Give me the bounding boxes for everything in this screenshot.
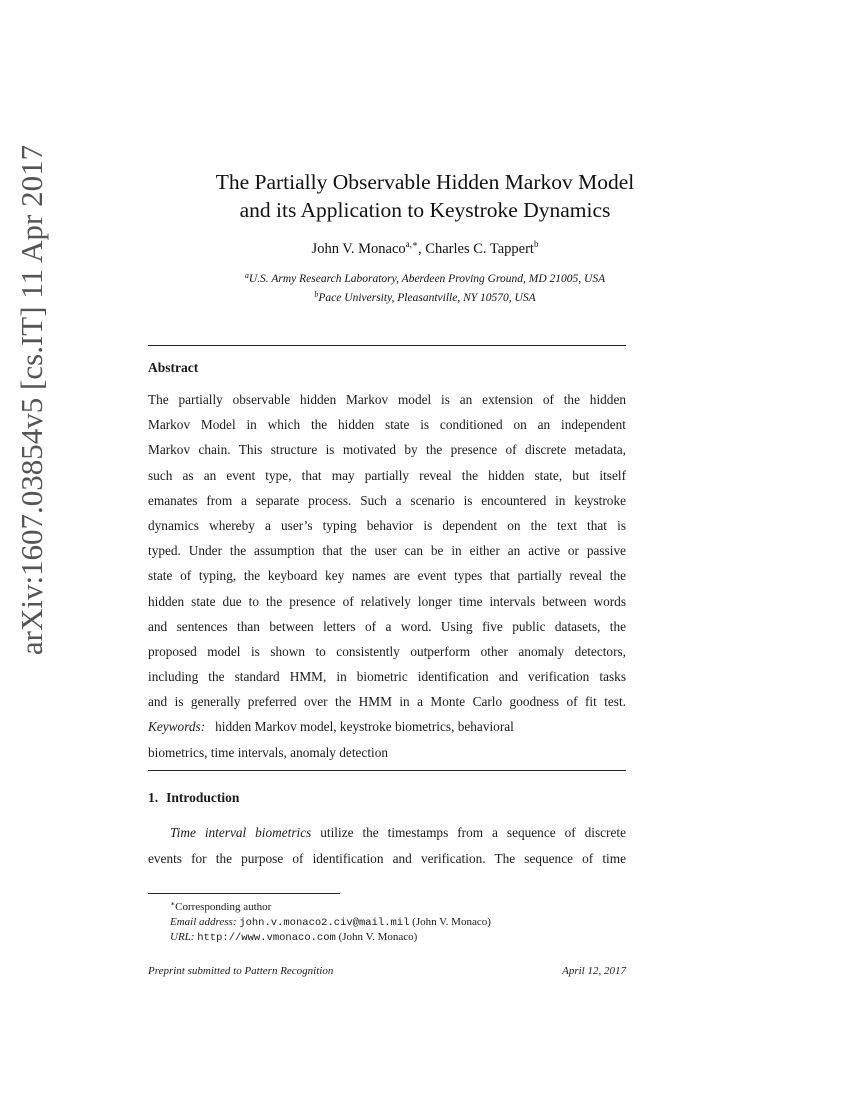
title-line-2: and its Application to Keystroke Dynamics bbox=[239, 198, 611, 222]
keywords-line-2: biometrics, time intervals, anomaly detection bbox=[148, 744, 389, 760]
introduction-body bbox=[148, 820, 626, 871]
section-title: Introduction bbox=[166, 790, 240, 805]
author-list bbox=[0, 239, 850, 258]
abstract-heading: Abstract bbox=[148, 360, 199, 375]
abstract-bottom-rule bbox=[148, 770, 626, 771]
intro-term: Time interval biometrics bbox=[170, 825, 312, 840]
author-2-marks: b bbox=[533, 239, 539, 249]
email-owner: (John V. Monaco) bbox=[412, 915, 491, 928]
affiliation-a-mark: a bbox=[244, 271, 249, 280]
abstract-line: Markov Model in which the hidden state is conditioned on an independent bbox=[148, 417, 626, 433]
section-number: 1. bbox=[148, 790, 159, 805]
author-separator: , bbox=[418, 241, 426, 257]
abstract-line: dynamics whereby a user’s typing behavior is dependent on the text that is bbox=[148, 517, 626, 533]
intro-line-1 bbox=[148, 820, 626, 846]
section-heading-introduction bbox=[148, 790, 239, 806]
abstract-line: hidden state due to the presence of relatively longer time intervals between words bbox=[148, 593, 626, 609]
arxiv-identifier: arXiv:1607.03854v5 [cs.IT] 11 Apr 2017 bbox=[14, 144, 49, 656]
paper-title bbox=[0, 168, 850, 224]
footnotes bbox=[148, 897, 491, 946]
footnote-mark: ∗ bbox=[170, 899, 176, 908]
abstract-line: such as an event type, that may partially reveal the hidden state, but itself bbox=[148, 467, 626, 483]
url-label: URL: bbox=[170, 931, 195, 943]
preprint-footer bbox=[148, 965, 626, 977]
url-owner: (John V. Monaco) bbox=[338, 931, 418, 943]
author-1-marks: a,∗ bbox=[405, 239, 419, 249]
title-line-1: The Partially Observable Hidden Markov Model bbox=[215, 170, 635, 194]
email-link[interactable]: john.v.monaco2.civ@mail.mil bbox=[239, 916, 410, 929]
affiliation-b-text: Pace University, Pleasantville, NY 10570, USA bbox=[318, 292, 536, 304]
preprint-venue: Preprint submitted to Pattern Recognition bbox=[148, 965, 334, 977]
email-label: Email address: bbox=[170, 915, 237, 928]
abstract-line: Markov chain. This structure is motivated by the presence of discrete metadata, bbox=[148, 442, 626, 458]
footnote-corresponding-text: Corresponding author bbox=[175, 901, 272, 913]
abstract-line: emanates from a separate process. Such a scenario is encountered in keystroke bbox=[148, 492, 626, 508]
author-2: Charles C. Tappert bbox=[425, 241, 534, 257]
affiliation-a-text: U.S. Army Research Laboratory, Aberdeen Proving Ground, MD 21005, USA bbox=[248, 273, 606, 285]
keywords bbox=[148, 714, 626, 739]
footnote-url bbox=[148, 930, 491, 946]
intro-line-1-rest: utilize the timestamps from a sequence of discrete bbox=[311, 825, 626, 840]
abstract-top-rule bbox=[148, 345, 626, 346]
keywords-line-1: hidden Markov model, keystroke biometrics, behavioral bbox=[215, 719, 514, 735]
abstract-line: and is generally preferred over the HMM in a Monte Carlo goodness of fit test. bbox=[148, 694, 626, 710]
arxiv-stamp bbox=[12, 0, 52, 800]
footnote-corresponding bbox=[148, 897, 491, 915]
footnote-email bbox=[148, 915, 491, 931]
abstract-line: and sentences than between letters of a word. Using five public datasets, the bbox=[148, 618, 626, 634]
author-1: John V. Monaco bbox=[311, 241, 406, 257]
affiliations bbox=[0, 268, 850, 306]
affiliation-b-mark: b bbox=[314, 290, 319, 299]
abstract-line: state of typing, the keyboard key names are event types that partially reveal the bbox=[148, 568, 626, 584]
intro-line-2: events for the purpose of identification and verification. The sequence of time bbox=[148, 850, 626, 866]
abstract-line: typed. Under the assumption that the user can be in either an active or passive bbox=[148, 543, 626, 559]
affiliation-b bbox=[0, 287, 850, 306]
abstract-line: proposed model is shown to consistently outperform other anomaly detectors, bbox=[148, 643, 626, 659]
abstract-line: including the standard HMM, in biometric identification and verification tasks bbox=[148, 669, 626, 685]
keywords-label: Keywords: bbox=[148, 719, 206, 735]
url-link[interactable]: http://www.vmonaco.com bbox=[197, 932, 336, 944]
affiliation-a bbox=[0, 268, 850, 287]
abstract-line: The partially observable hidden Markov model is an extension of the hidden bbox=[148, 392, 626, 407]
preprint-date: April 12, 2017 bbox=[562, 965, 626, 977]
abstract-body bbox=[148, 387, 626, 765]
footnote-rule bbox=[148, 893, 340, 894]
